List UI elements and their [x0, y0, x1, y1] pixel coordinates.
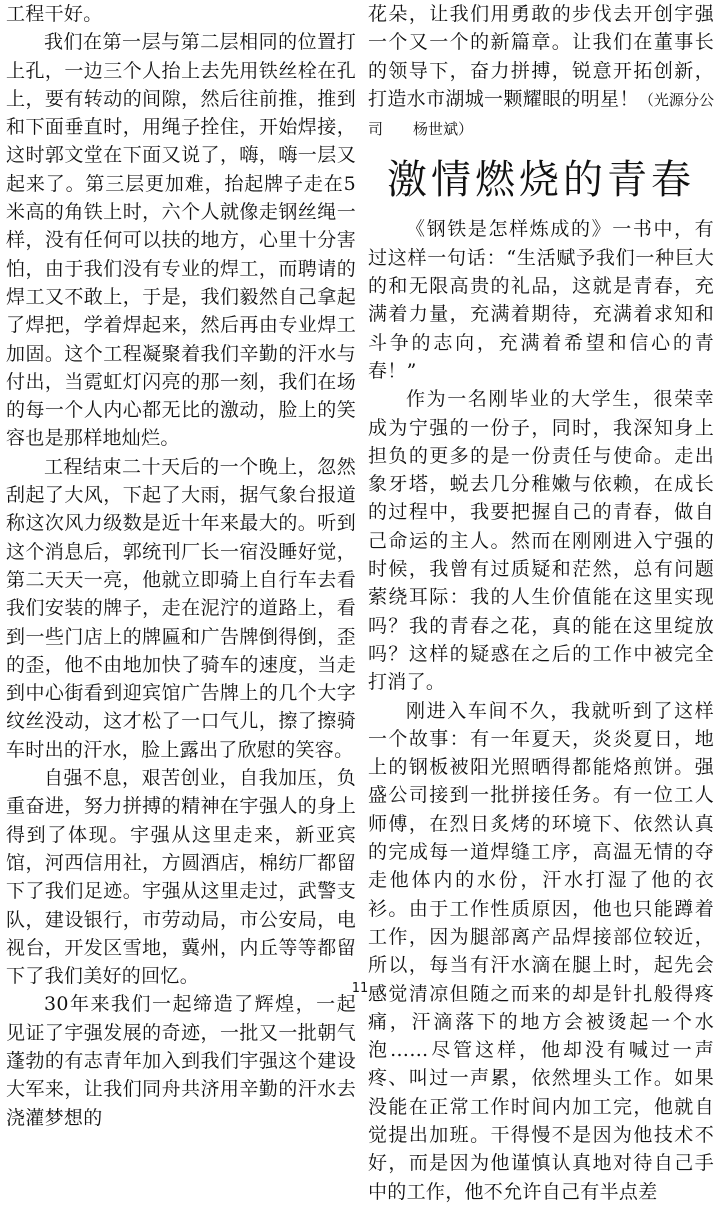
left-paragraph-3: 工程结束二十天后的一个晚上，忽然刮起了大风，下起了大雨，据气象台报道称这次风力级数是近十年来最大的。听到这个消息后，郭统刊厂长一宿没睡好觉，第二天天一亮，他就立即骑上自行车去看我们安装的牌子，走在泥泞的道路上，看到一些门店上的牌匾和广告牌倒得倒，歪的歪，他不由地加快了骑车的速度，当走到中心街看到迎宾馆广告牌上的几个大字纹丝没动，这才松了一口气儿，擦了擦骑车时出的汗水，脸上露出了欣慰的笑容。 [6, 455, 356, 761]
left-paragraph-1: 工程干好。 [6, 3, 103, 25]
right-column [368, 0, 714, 1206]
left-paragraph-4: 自强不息，艰苦创业，自我加压，负重奋进，努力拼搏的精神在宇强人的身上得到了体现。宇强从这里走来，新亚宾馆，河西信用社，方圆酒店，棉纺厂都留下了我们足迹。宇强从这里走过，武警支队，建设银行，市劳动局，市公安局，电视台，开发区雪地，冀州，内丘等等都留下了我们美好的回忆。 [6, 767, 356, 988]
article-headline: 激情燃烧的青春 [387, 157, 695, 204]
continuation-text: 花朵，让我们用勇敢的步伐去开创宇强一个又一个的新篇章。让我们在董事长的领导下，奋力拼搏，锐意开拓创新，打造水市湖城一颗耀眼的明星！ [368, 3, 714, 110]
continuation-paragraph [368, 0, 714, 143]
right-paragraph-1: 《钢铁是怎样炼成的》一书中，有过这样一句话：“生活赋予我们一种巨大的和无限高贵的礼品，这就是青春，充满着力量，充满着期待，充满着求知和斗争的志向，充满着希望和信心的青春！” [368, 218, 714, 382]
right-paragraph-2: 作为一名刚毕业的大学生，很荣幸成为宁强的一份子，同时，我深知身上担负的更多的是一份责任与使命。走出象牙塔，蜕去几分稚嫩与依赖，在成长的过程中，我要把握自己的青春，做自己命运的主人。然而在刚刚进入宁强的时候，我曾有过质疑和茫然，总有问题萦绕耳际：我的人生价值能在这里实现吗？我的青春之花，真的能在这里绽放吗？这样的疑惑在之后的工作中被完全打消了。 [368, 388, 714, 694]
left-paragraph-2: 我们在第一层与第二层相同的位置打上孔，一边三个人抬上去先用铁丝栓在孔上，要有转动的间隙，然后往前推，推到和下面垂直时，用绳子拴住，开始焊接，这时郭文堂在下面又说了，嗨，嗨一层又起来了。第三层更加难，抬起牌子走在5米高的角铁上时，六个人就像走钢丝绳一样，没有任何可以扶的地方，心里十分害怕，由于我们没有专业的焊工，而聘请的焊工又不敢上，于是，我们毅然自己拿起了焊把，学着焊起来，然后再由专业焊工加固。这个工程凝聚着我们辛勤的汗水与付出，当霓虹灯闪亮的那一刻，我们在场的每一个人内心都无比的激动，脸上的笑容也是那样地灿烂。 [6, 31, 356, 450]
left-paragraph-5: 30年来我们一起缔造了辉煌，一起见证了宇强发展的奇迹，一批又一批朝气蓬勃的有志青年加入到我们宇强这个建设大军来，让我们同舟共济用辛勤的汗水去浇灌梦想的 [6, 993, 356, 1129]
left-column [6, 0, 356, 1132]
right-paragraph-3: 刚进入车间不久，我就听到了这样一个故事：有一年夏天，炎炎夏日，地上的钢板被阳光照晒得都能烙煎饼。强盛公司接到一批拼接任务。有一位工人师傅，在烈日炙烤的环境下、依然认真的完成每一道焊缝工序，高温无情的夺走他体内的水份，汗水打湿了他的衣衫。由于工作性质原因，他也只能蹲着工作，因为腿部离产品焊接部位较近，所以，每当有汗水滴在腿上时，起先会感觉清凉但随之而来的却是针扎般得疼痛，汗滴落下的地方会被烫起一个水泡……尽管这样，他却没有喊过一声疼、叫过一声累，依然埋头工作。如果没能在正常工作时间内加工完，他就自觉提出加班。干得慢不是因为他技术不好，而是因为他谨慎认真地对待自己手中的工作，他不允许自己有半点差 [368, 699, 714, 1203]
article-attribution: （光源分公司 杨世斌） [368, 90, 714, 139]
page-number: 11 [351, 981, 369, 996]
